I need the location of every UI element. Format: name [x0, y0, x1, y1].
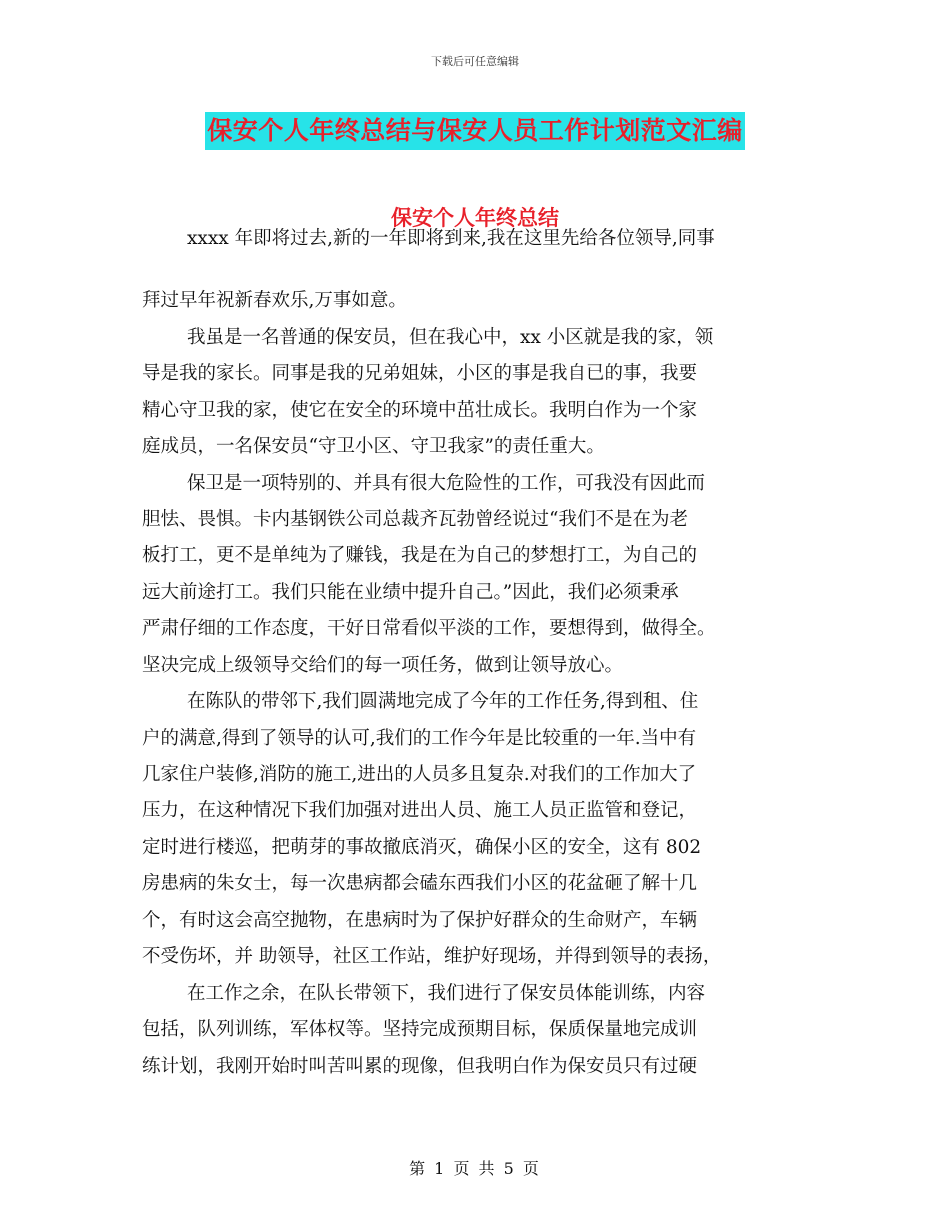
text-line: 户的满意,得到了领导的认可,我们的工作今年是比较重的一年.当中有 — [142, 728, 697, 749]
text-line: 拜过早年祝新春欢乐,万事如意。 — [142, 290, 407, 311]
text-line: 严肃仔细的工作态度，干好日常看似平淡的工作，要想得到，做得全。 — [142, 618, 716, 639]
text-line: 练计划，我刚开始时叫苦叫累的现像，但我明白作为保安员只有过硬 — [142, 1056, 698, 1077]
main-title: 保安个人年终总结与保安人员工作计划范文汇编 — [205, 112, 745, 150]
text-line: 几家住户装修,消防的施工,进出的人员多且复杂.对我们的工作加大了 — [142, 764, 697, 785]
text-line: 不受伤坏，并 助领导，社区工作站，维护好现场，并得到领导的表扬， — [142, 946, 722, 967]
page-footer: 第 1 页 共 5 页 — [409, 1159, 541, 1178]
main-title-container — [0, 112, 950, 150]
text-line: 包括，队列训练，军体权等。坚持完成预期目标，保质保量地完成训 — [142, 1019, 698, 1040]
text-line: 我虽是一名普通的保安员，但在我心中，xx 小区就是我的家，领 — [187, 327, 714, 348]
text-line: 坚决完成上级领导交给们的每一项任务，做到让领导放心。 — [142, 655, 624, 676]
text-line: 压力，在这种情况下我们加强对进出人员、施工人员正监管和登记， — [142, 800, 698, 821]
text-line: 在工作之余，在队长带领下，我们进行了保安员体能训练，内容 — [187, 983, 706, 1004]
section-title: 保安个人年终总结 — [391, 206, 559, 230]
text-line: 庭成员，一名保安员“守卫小区、守卫我家”的责任重大。 — [142, 436, 605, 457]
text-line: 房患病的朱女士，每一次患病都会磕东西我们小区的花盆砸了解十几 — [142, 873, 698, 894]
text-line: 在陈队的带邻下,我们圆满地完成了今年的工作任务,得到租、住 — [187, 691, 699, 712]
text-line: 胆怯、畏惧。卡内基钢铁公司总裁齐瓦勃曾经说过“我们不是在为老 — [142, 509, 688, 530]
text-line: 定时进行楼巡，把萌芽的事故撤底消灭，确保小区的安全，这有 802 — [142, 837, 702, 858]
text-line: 精心守卫我的家，使它在安全的环境中茁壮成长。我明白作为一个家 — [142, 400, 698, 421]
page-header-note: 下载后可任意编辑 — [431, 55, 519, 68]
text-line: 个，有时这会高空抛物，在患病时为了保护好群众的生命财产，车辆 — [142, 910, 698, 931]
text-line: 保卫是一项特别的、并具有很大危险性的工作，可我没有因此而 — [187, 473, 706, 494]
text-line: xxxx 年即将过去,新的一年即将到来,我在这里先给各位领导,同事 — [187, 228, 715, 249]
text-line: 板打工，更不是单纯为了赚钱，我是在为自己的梦想打工，为自己的 — [142, 545, 698, 566]
text-line: 远大前途打工。我们只能在业绩中提升自己。”因此，我们必须秉承 — [142, 582, 679, 603]
text-line: 导是我的家长。同事是我的兄弟姐妹，小区的事是我自已的事，我要 — [142, 363, 698, 384]
